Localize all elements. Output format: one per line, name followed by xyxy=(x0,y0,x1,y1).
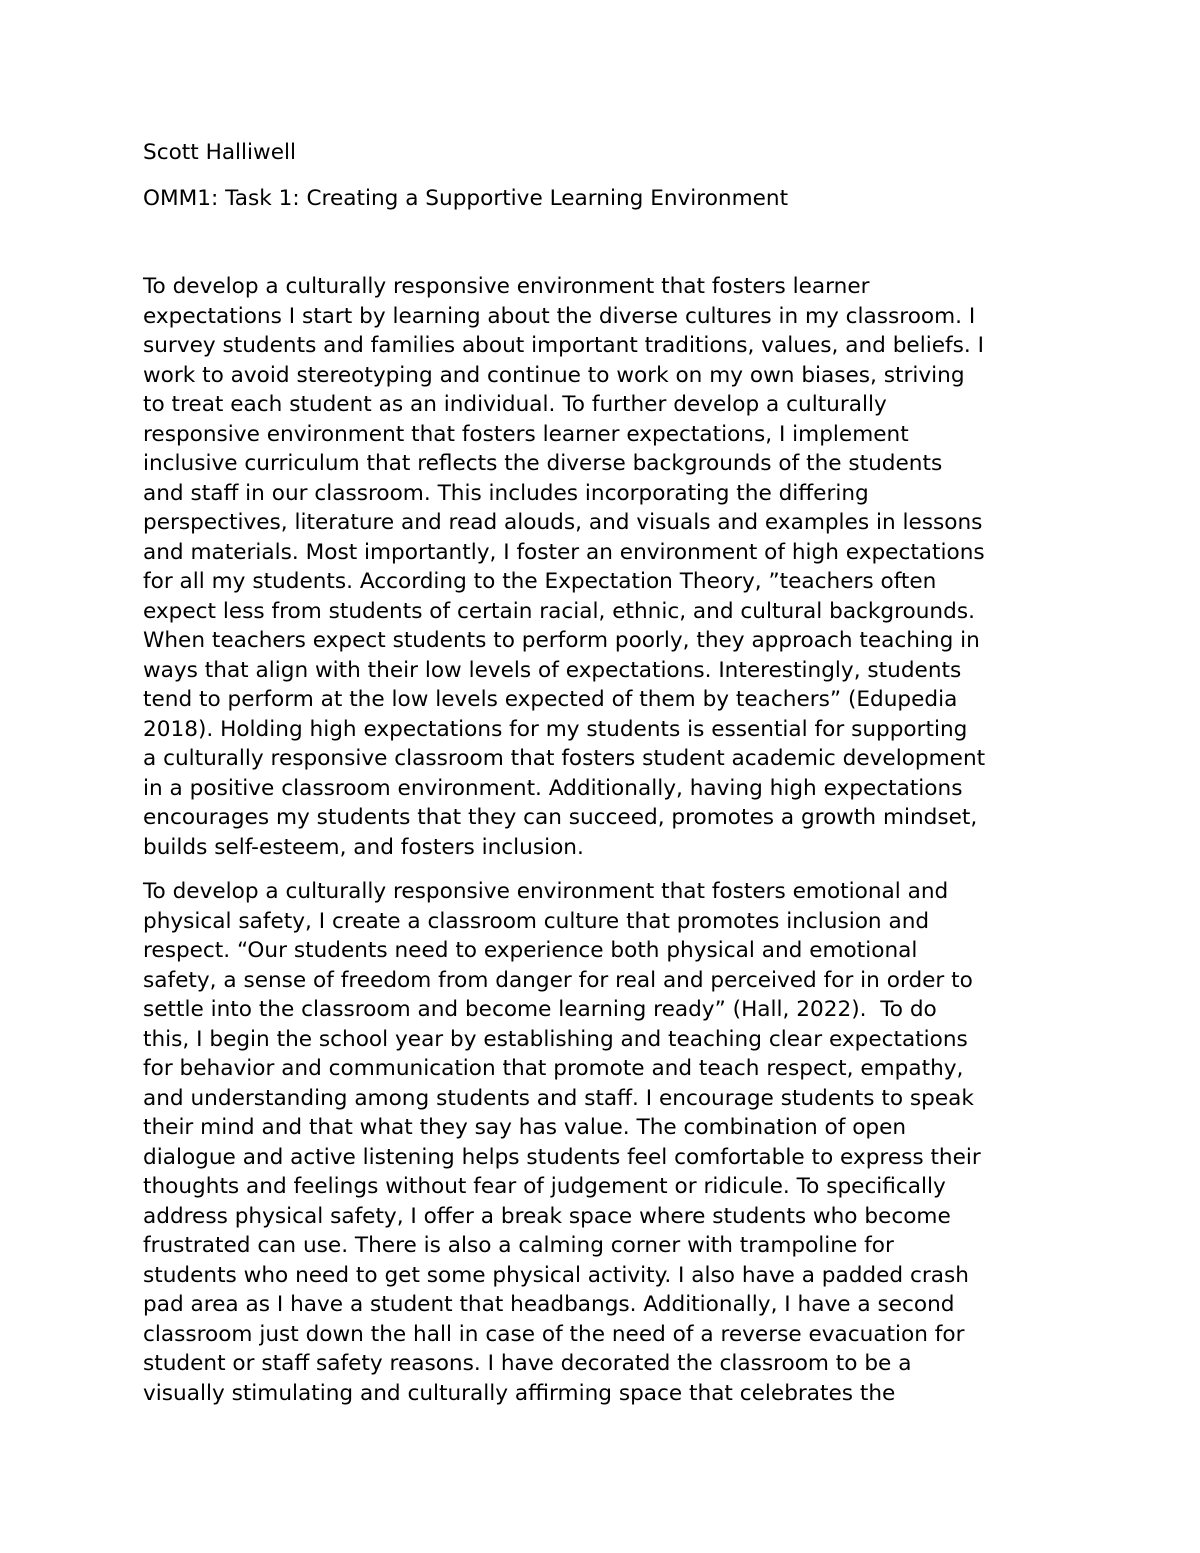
paragraph-line: To develop a culturally responsive environment that fosters learner xyxy=(143,274,870,299)
paragraph-line: for all my students. According to the Expectation Theory, ”teachers often xyxy=(143,569,937,594)
paragraph-line: work to avoid stereotyping and continue to work on my own biases, striving xyxy=(143,362,965,388)
author-name: Scott Halliwell xyxy=(143,140,297,165)
paragraphs-container xyxy=(143,272,1103,1408)
body-paragraph xyxy=(143,877,1103,1408)
paragraph-line: and understanding among students and staff. I encourage students to speak xyxy=(143,1085,974,1111)
paragraph-line: physical safety, I create a classroom culture that promotes inclusion and xyxy=(143,908,930,934)
paragraph-line: responsive environment that fosters learner expectations, I implement xyxy=(143,421,909,447)
paragraph-line: expectations I start by learning about the diverse cultures in my classroom. I xyxy=(143,303,976,329)
paragraph-line: When teachers expect students to perform poorly, they approach teaching in xyxy=(143,628,980,653)
paragraph-line: ways that align with their low levels of expectations. Interestingly, students xyxy=(143,657,962,683)
paragraph-line: and staff in our classroom. This includes incorporating the differing xyxy=(143,480,869,506)
paragraph-line: settle into the classroom and become learning ready” (Hall, 2022). To do xyxy=(143,997,937,1022)
paragraph-line: students who need to get some physical activity. I also have a padded crash xyxy=(143,1262,969,1288)
paragraph-line: expect less from students of certain racial, ethnic, and cultural backgrounds. xyxy=(143,598,975,624)
paragraph-line: classroom just down the hall in case of the need of a reverse evacuation for xyxy=(143,1321,965,1347)
paragraph-line: encourages my students that they can succeed, promotes a growth mindset, xyxy=(143,805,978,830)
paragraph-line: to treat each student as an individual. To further develop a culturally xyxy=(143,392,887,417)
paragraph-line: thoughts and feelings without fear of judgement or ridicule. To specifically xyxy=(143,1174,946,1199)
paragraph-line: safety, a sense of freedom from danger for real and perceived for in order to xyxy=(143,967,973,993)
document-body xyxy=(143,138,1103,1423)
paragraph-line: frustrated can use. There is also a calming corner with trampoline for xyxy=(143,1233,894,1258)
paragraph-line: this, I begin the school year by establishing and teaching clear expectations xyxy=(143,1026,968,1052)
paragraph-line: their mind and that what they say has value. The combination of open xyxy=(143,1115,907,1140)
paragraph-line: visually stimulating and culturally affirming space that celebrates the xyxy=(143,1380,896,1406)
paragraph-line: builds self-esteem, and fosters inclusion. xyxy=(143,834,584,860)
paragraph-line: a culturally responsive classroom that fosters student academic development xyxy=(143,746,986,771)
paragraph-line: survey students and families about important traditions, values, and beliefs. I xyxy=(143,333,984,358)
assignment-title: OMM1: Task 1: Creating a Supportive Learning Environment xyxy=(143,185,789,211)
paragraph-line: student or staff safety reasons. I have decorated the classroom to be a xyxy=(143,1351,912,1376)
paragraph-line: tend to perform at the low levels expected of them by teachers” (Edupedia xyxy=(143,687,958,712)
paragraph-line: respect. “Our students need to experience both physical and emotional xyxy=(143,938,918,963)
paragraph-line: address physical safety, I offer a break space where students who become xyxy=(143,1203,951,1229)
paragraph-line: inclusive curriculum that reflects the diverse backgrounds of the students xyxy=(143,451,943,476)
paragraph-line: pad area as I have a student that headbangs. Additionally, I have a second xyxy=(143,1292,955,1317)
paragraph-line: 2018). Holding high expectations for my students is essential for supporting xyxy=(143,716,968,742)
paragraph-line: dialogue and active listening helps students feel comfortable to express their xyxy=(143,1144,981,1170)
paragraph-line: for behavior and communication that promote and teach respect, empathy, xyxy=(143,1056,964,1081)
paragraph-line: To develop a culturally responsive environment that fosters emotional and xyxy=(143,879,949,904)
body-paragraph xyxy=(143,272,1103,862)
paragraph-line: in a positive classroom environment. Additionally, having high expectations xyxy=(143,775,963,801)
paragraph-line: perspectives, literature and read alouds, and visuals and examples in lessons xyxy=(143,510,983,535)
paragraph-line: and materials. Most importantly, I foster an environment of high expectations xyxy=(143,539,985,565)
